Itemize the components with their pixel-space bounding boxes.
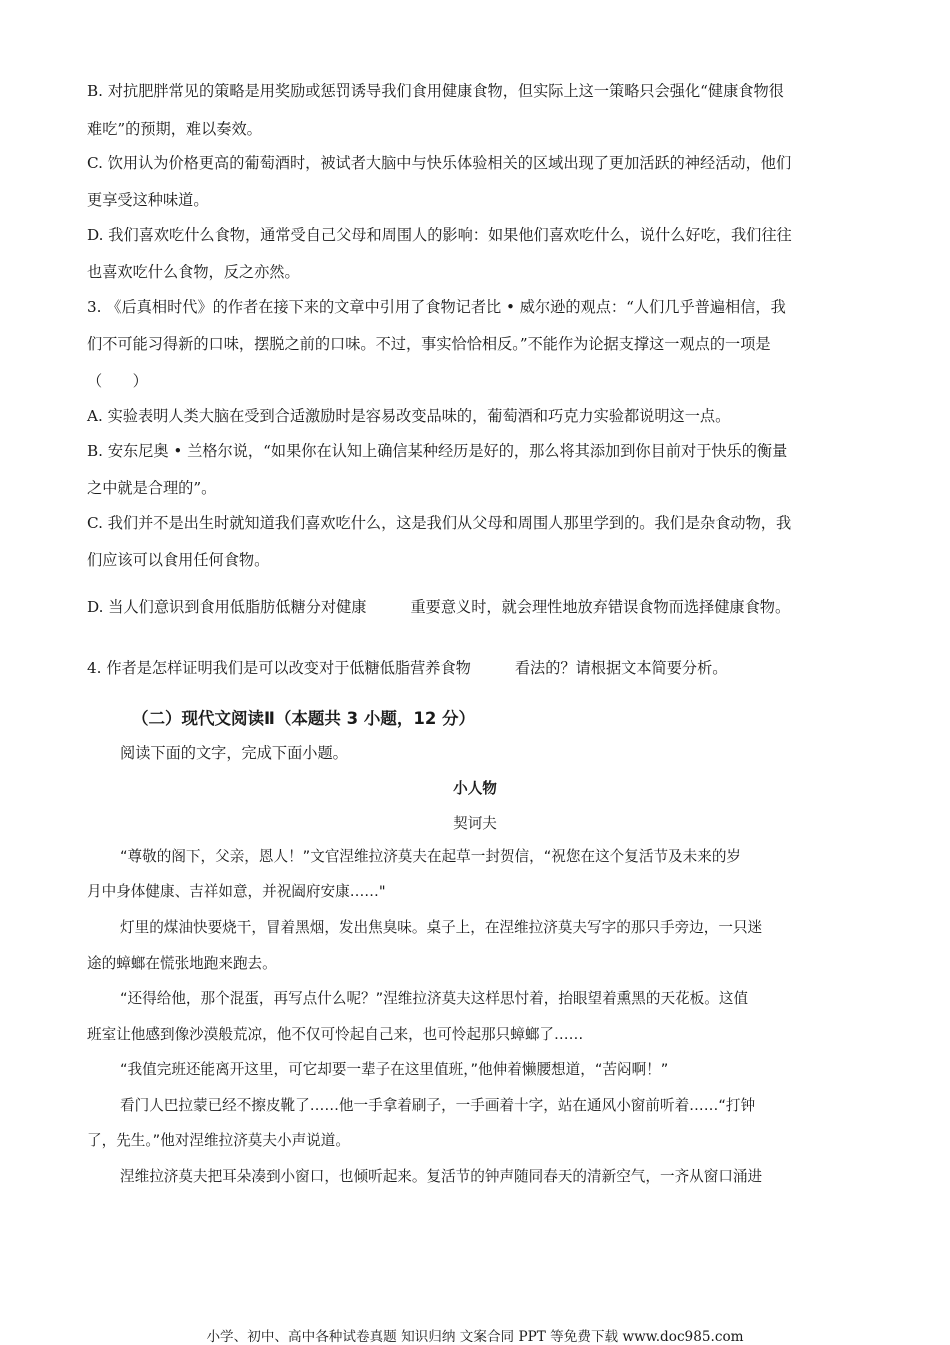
q3-stem-line1: 3. 《后真相时代》的作者在接下来的文章中引用了食物记者比 • 威尔逊的观点：“人们几乎普遍相信，我 bbox=[87, 298, 786, 316]
q2-option-b-line2: 难吃”的预期，难以奏效。 bbox=[87, 120, 262, 138]
page-footer: 小学、初中、高中各种试卷真题 知识归纳 文案合同 PPT 等免费下载 www.doc985.com bbox=[206, 1329, 744, 1345]
q3-option-d-part2: 重要意义时，就会理性地放弃错误食物而选择健康食物。 bbox=[410, 598, 791, 616]
q4-stem-part1: 4. 作者是怎样证明我们是可以改变对于低糖低脂营养食物 bbox=[87, 659, 471, 677]
q4-stem bbox=[87, 658, 727, 678]
q3-answer-paren: （ ） bbox=[87, 372, 148, 390]
q2-option-d-line2: 也喜欢吃什么食物，反之亦然。 bbox=[87, 263, 300, 281]
section-heading: （二）现代文阅读Ⅱ（本题共 3 小题，12 分） bbox=[132, 709, 476, 728]
q3-option-b-line2: 之中就是合理的”。 bbox=[87, 479, 217, 497]
story-line: 灯里的煤油快要烧干，冒着黑烟，发出焦臭味。桌子上，在涅维拉济莫夫写字的那只手旁边，一只迷 bbox=[120, 919, 763, 936]
q2-option-c-line2: 更享受这种味道。 bbox=[87, 191, 209, 209]
story-line: 看门人巴拉蒙已经不擦皮靴了……他一手拿着刷子，一手画着十字，站在通风小窗前听着……“打钟 bbox=[120, 1097, 756, 1114]
q3-option-d bbox=[87, 597, 790, 617]
q3-stem-line2: 们不可能习得新的口味，摆脱之前的口味。不过，事实恰恰相反。”不能作为论据支撑这一观点的一项是 bbox=[87, 335, 771, 353]
q2-option-b-line1: B. 对抗肥胖常见的策略是用奖励或惩罚诱导我们食用健康食物，但实际上这一策略只会强化“健康食物很 bbox=[87, 82, 784, 100]
story-line: 月中身体健康、吉祥如意，并祝阖府安康……" bbox=[87, 883, 386, 900]
section-instruction: 阅读下面的文字，完成下面小题。 bbox=[120, 744, 348, 762]
q2-option-d-line1: D. 我们喜欢吃什么食物，通常受自己父母和周围人的影响：如果他们喜欢吃什么，说什么好吃，我们往往 bbox=[87, 226, 792, 244]
story-author: 契诃夫 bbox=[453, 815, 497, 832]
q3-option-d-part1: D. 当人们意识到食用低脂肪低糖分对健康 bbox=[87, 598, 367, 616]
story-line: “尊敬的阁下，父亲，恩人！”文官涅维拉济莫夫在起草一封贺信，“祝您在这个复活节及未来的岁 bbox=[120, 848, 742, 865]
q4-stem-part2: 看法的？请根据文本简要分析。 bbox=[514, 659, 728, 677]
story-line: 途的蟑螂在慌张地跑来跑去。 bbox=[87, 955, 277, 972]
q3-option-b-line1: B. 安东尼奥 • 兰格尔说，“如果你在认知上确信某种经历是好的，那么将其添加到你目前对于快乐的衡量 bbox=[87, 442, 788, 460]
story-line: 班室让他感到像沙漠般荒凉，他不仅可怜起自己来，也可怜起那只蟑螂了…… bbox=[87, 1026, 584, 1043]
q2-option-c-line1: C. 饮用认为价格更高的葡萄酒时，被试者大脑中与快乐体验相关的区域出现了更加活跃的神经活动，他们 bbox=[87, 154, 792, 172]
story-line: “还得给他，那个混蛋，再写点什么呢？”涅维拉济莫夫这样思忖着，抬眼望着熏黑的天花板。这值 bbox=[120, 990, 749, 1007]
q3-option-c-line2: 们应该可以食用任何食物。 bbox=[87, 551, 270, 569]
q3-option-c-line1: C. 我们并不是出生时就知道我们喜欢吃什么，这是我们从父母和周围人那里学到的。我们是杂食动物，我 bbox=[87, 514, 792, 532]
q3-option-a: A. 实验表明人类大脑在受到合适激励时是容易改变品味的，葡萄酒和巧克力实验都说明这一点。 bbox=[87, 407, 731, 425]
story-title: 小人物 bbox=[453, 780, 497, 797]
story-line: 涅维拉济莫夫把耳朵凑到小窗口，也倾听起来。复活节的钟声随同春天的清新空气，一齐从窗口涌进 bbox=[120, 1168, 763, 1185]
story-line: “我值完班还能离开这里，可它却要一辈子在这里值班，”他伸着懒腰想道，“苦闷啊！” bbox=[120, 1061, 669, 1078]
story-line: 了，先生。”他对涅维拉济莫夫小声说道。 bbox=[87, 1132, 350, 1149]
